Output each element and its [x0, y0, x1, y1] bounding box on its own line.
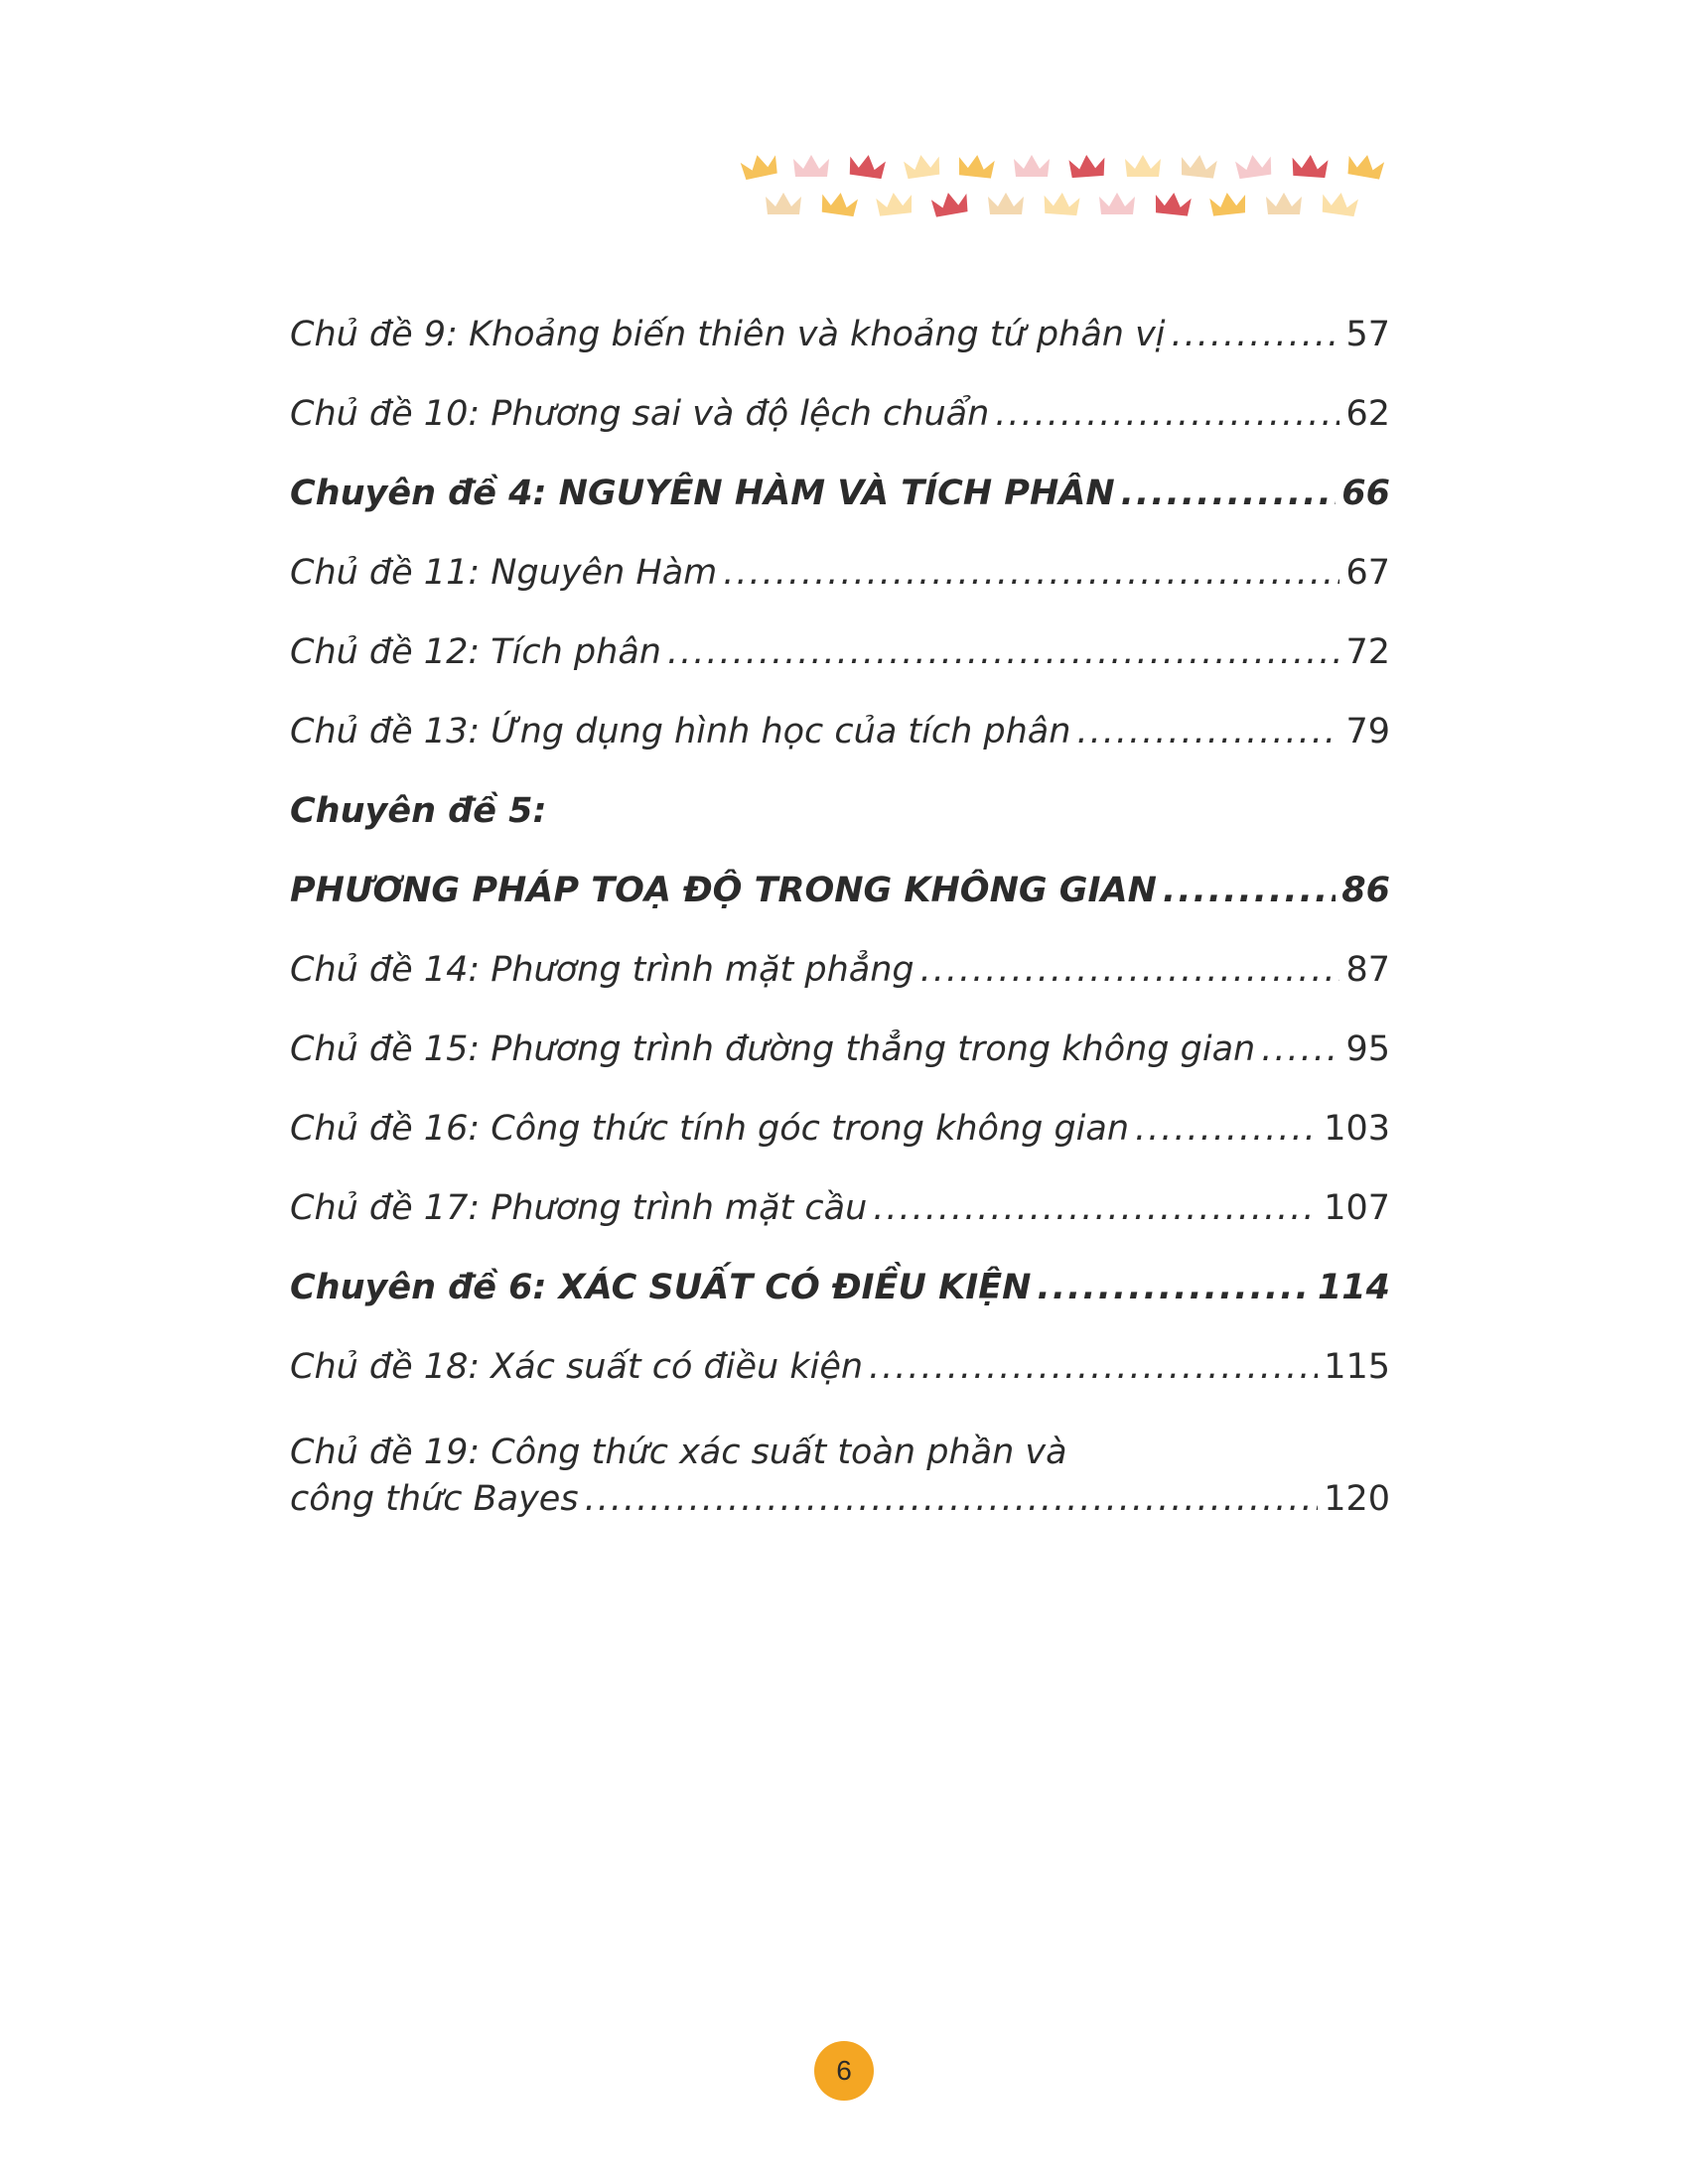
toc-entry-label: Chủ đề 10: Phương sai và độ lệch chuẩn [290, 394, 990, 434]
crown-icon [1099, 193, 1135, 214]
crown-icon [988, 193, 1024, 214]
toc-entry-topic[interactable] [290, 712, 1390, 794]
crown-icon [904, 153, 942, 180]
dot-leader [1261, 1032, 1339, 1067]
dot-leader [869, 1350, 1318, 1385]
toc-page-number: 66 [1341, 474, 1390, 513]
crown-icon [1321, 191, 1359, 217]
toc-page-number: 72 [1345, 632, 1390, 672]
toc-page-number: 120 [1324, 1479, 1390, 1520]
dot-leader [667, 635, 1340, 670]
toc-page-number: 107 [1324, 1188, 1390, 1228]
toc-entry-chapter[interactable] [290, 791, 1390, 874]
toc-entry-topic[interactable] [290, 315, 1390, 397]
dot-leader [1135, 1112, 1318, 1147]
dot-leader [920, 953, 1340, 988]
dot-leader [1163, 874, 1336, 908]
toc-entry-topic-19[interactable] [290, 1430, 1390, 1524]
toc-entry-label: Chủ đề 11: Nguyên Hàm [290, 553, 718, 593]
crown-icon [1043, 192, 1079, 215]
crown-icon [1291, 154, 1328, 178]
toc-entry-label: Chủ đề 16: Công thức tính góc trong không gian [290, 1109, 1130, 1149]
toc-entry-label: Chủ đề 18: Xác suất có điều kiện [290, 1347, 864, 1387]
toc-page-number: 95 [1345, 1029, 1390, 1069]
dot-leader [585, 1476, 1319, 1523]
crown-icon [1180, 153, 1217, 179]
toc-entry-topic[interactable] [290, 394, 1390, 477]
crown-decoration [740, 149, 1415, 238]
crown-icon [1235, 153, 1274, 180]
page-number-badge: 6 [814, 2041, 874, 2101]
toc-entry-topic[interactable] [290, 950, 1390, 1032]
toc-page-number: 87 [1345, 950, 1390, 990]
toc-page-number: 62 [1345, 394, 1390, 434]
dot-leader [873, 1191, 1318, 1226]
crown-icon [1154, 191, 1192, 216]
toc-page-number: 67 [1345, 553, 1390, 593]
toc-entry-label: Chuyên đề 5: [290, 791, 547, 831]
toc-entry-label: PHƯƠNG PHÁP TOẠ ĐỘ TRONG KHÔNG GIAN [290, 871, 1157, 910]
crown-icon [1346, 152, 1385, 180]
crown-icon [876, 191, 914, 216]
toc-entry-topic[interactable] [290, 553, 1390, 635]
toc-page-number: 115 [1324, 1347, 1390, 1387]
toc-entry-chapter[interactable] [290, 1268, 1390, 1350]
toc-entry-label: Chủ đề 19: Công thức xác suất toàn phần và [290, 1433, 1067, 1472]
toc-page-number: 103 [1324, 1109, 1390, 1149]
toc-page-number: 114 [1317, 1268, 1390, 1307]
toc-page-number: 79 [1345, 712, 1390, 751]
toc-entry-label: Chủ đề 15: Phương trình đường thẳng trong không gian [290, 1029, 1256, 1069]
dot-leader [723, 556, 1339, 591]
toc-entry-label: Chủ đề 13: Ứng dụng hình học của tích phân [290, 712, 1071, 751]
toc-entry-topic[interactable] [290, 1109, 1390, 1191]
toc-entry-label: Chủ đề 17: Phương trình mặt cầu [290, 1188, 868, 1228]
crown-icon [957, 153, 995, 179]
toc-entry-chapter[interactable] [290, 474, 1390, 556]
toc-page-number: 57 [1345, 315, 1390, 354]
dot-leader [995, 397, 1339, 432]
dot-leader [1172, 318, 1340, 352]
table-of-contents [290, 315, 1390, 1524]
toc-entry-topic[interactable] [290, 1188, 1390, 1271]
dot-leader [1037, 1271, 1312, 1305]
crown-icon [1125, 155, 1161, 177]
toc-page-number: 86 [1341, 871, 1390, 910]
crown-icon [793, 155, 829, 177]
toc-entry-label: Chuyên đề 4: NGUYÊN HÀM VÀ TÍCH PHÂN [290, 474, 1115, 513]
crown-icon [1014, 155, 1050, 177]
toc-entry-label: Chủ đề 12: Tích phân [290, 632, 661, 672]
crown-icon [930, 190, 969, 217]
dot-leader [1121, 477, 1336, 511]
crown-icon [848, 153, 887, 180]
toc-entry-topic[interactable] [290, 632, 1390, 715]
crown-icon [1068, 154, 1105, 178]
toc-entry-chapter[interactable] [290, 871, 1390, 953]
toc-entry-label: Chuyên đề 6: XÁC SUẤT CÓ ĐIỀU KIỆN [290, 1268, 1032, 1307]
toc-entry-topic[interactable] [290, 1029, 1390, 1112]
toc-entry-topic[interactable] [290, 1347, 1390, 1430]
crown-icon [766, 193, 801, 214]
dot-leader [1076, 715, 1339, 750]
toc-entry-label-continued: công thức Bayes [290, 1479, 579, 1520]
crown-icon [820, 191, 859, 217]
toc-entry-label: Chủ đề 9: Khoảng biến thiên và khoảng tứ phân vị [290, 315, 1166, 354]
toc-entry-label: Chủ đề 14: Phương trình mặt phẳng [290, 950, 914, 990]
crown-icon [1266, 193, 1302, 214]
crown-icon [740, 152, 779, 181]
crown-icon [1209, 191, 1247, 216]
